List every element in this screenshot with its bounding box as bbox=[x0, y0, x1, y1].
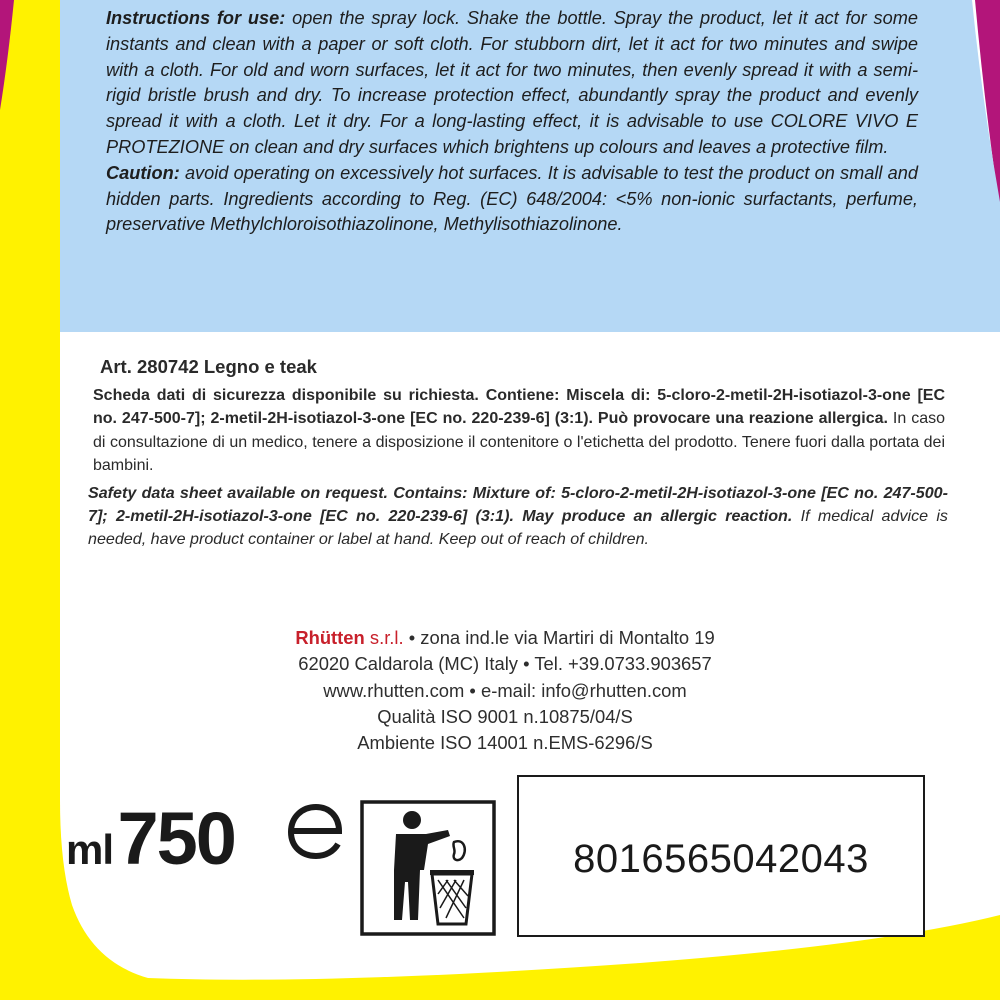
instructions-block bbox=[106, 6, 918, 238]
estimated-e-icon bbox=[284, 798, 346, 862]
company-brand: Rhütten bbox=[295, 627, 365, 648]
company-line-3: www.rhutten.com • e-mail: info@rhutten.com bbox=[323, 679, 687, 701]
company-suffix: s.r.l. bbox=[364, 627, 404, 648]
safety-text-italian bbox=[93, 384, 945, 477]
instructions-paragraph bbox=[106, 6, 918, 161]
safety-english-bold: Safety data sheet available on request. Contains: Mixture of: 5-cloro-2-metil-2H-isotiazol-3-one [EC no. 247-500-7]; 2-metil-2H-isotiazol-3-one [EC no. 220-239-6] (3:1). May produce an allergic reaction. bbox=[88, 484, 948, 526]
barcode-box bbox=[517, 775, 925, 937]
tidy-man-bin-icon bbox=[360, 800, 496, 936]
caution-title: Caution: bbox=[106, 162, 180, 183]
volume-amount: 750 bbox=[117, 797, 235, 880]
company-info bbox=[160, 625, 850, 756]
safety-italian-bold: Scheda dati di sicurezza disponibile su richiesta. Contiene: Miscela di: 5-cloro-2-metil-2H-isotiazol-3-one [EC no. 247-500-7]; 2-metil-2H-isotiazol-3-one [EC no. 220-239-6] (3:1). Può provocare una reazione allergica. bbox=[93, 387, 945, 428]
company-address: • zona ind.le via Martiri di Montalto 19 bbox=[403, 627, 715, 648]
company-line-2: 62020 Caldarola (MC) Italy • Tel. +39.0733.903657 bbox=[298, 653, 712, 675]
barcode-number: 8016565042043 bbox=[573, 837, 869, 881]
company-line-4: Qualità ISO 9001 n.10875/04/S bbox=[377, 705, 633, 727]
safety-english-regular: If medical advice is needed, have product container or label at hand. Keep out of reach of children. bbox=[88, 507, 948, 549]
company-line-1 bbox=[160, 625, 850, 651]
caution-text: avoid operating on excessively hot surfaces. It is advisable to test the product on small and hidden parts. Ingredients according to Reg. (EC) 648/2004: <5% non-ionic surfactants, perfume, preservative Methylchloroisothiazolinone, Methylisothiazolinone. bbox=[106, 162, 918, 235]
safety-italian-regular: In caso di consultazione di un medico, tenere a disposizione il contenitore o l'etichetta del prodotto. Tenere fuori dalla portata dei bambini. bbox=[93, 410, 946, 474]
instructions-text: open the spray lock. Shake the bottle. Spray the product, let it act for some instants and clean with a paper or soft cloth. For stubborn dirt, let it act for two minutes and swipe with a cloth. For old and worn surfaces, let it act for two minutes, then evenly spread it with a semi-rigid bristle brush and dry. To increase protection effect, abundantly spray the product and evenly spread it with a cloth. Let it dry. For a long-lasting effect, it is advisable to use COLORE VIVO E PROTEZIONE on clean and dry surfaces which brightens up colours and leaves a protective film. bbox=[106, 8, 918, 157]
volume-indicator bbox=[66, 796, 235, 881]
company-line-5: Ambiente ISO 14001 n.EMS-6296/S bbox=[357, 732, 653, 754]
volume-unit: ml bbox=[66, 826, 114, 873]
caution-paragraph bbox=[106, 161, 918, 238]
article-title: Art. 280742 Legno e teak bbox=[100, 356, 317, 377]
safety-text-english bbox=[88, 482, 948, 552]
instructions-title: Instructions for use: bbox=[106, 8, 286, 28]
